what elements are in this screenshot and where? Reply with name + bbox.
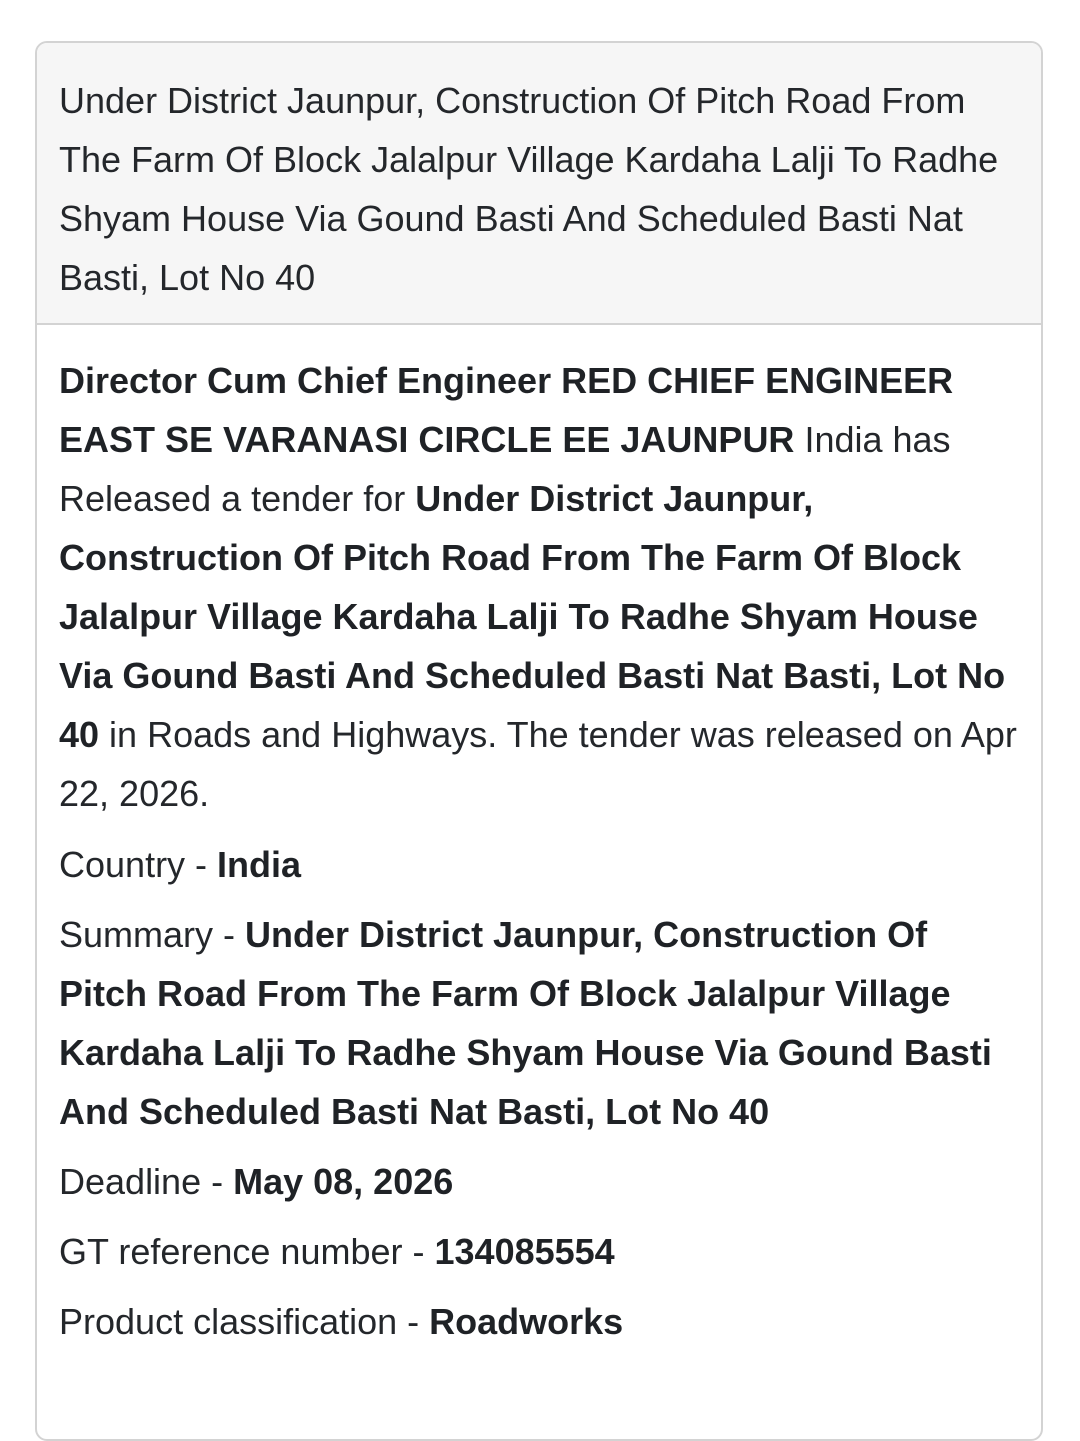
field-label: Deadline - bbox=[59, 1161, 234, 1202]
field-deadline bbox=[59, 1152, 1017, 1211]
field-value: Under District Jaunpur, Construction Of Pitch Road From The Farm Of Block Jalalpur Village Kardaha Lalji To Radhe Shyam House Via Gound Basti And Scheduled Basti Nat Basti, Lot No 40 bbox=[59, 914, 992, 1132]
field-country bbox=[59, 835, 1017, 894]
tender-card bbox=[35, 41, 1043, 1441]
tender-card-header bbox=[37, 43, 1041, 325]
field-label: Summary - bbox=[59, 914, 246, 955]
field-value: 134085554 bbox=[434, 1231, 615, 1272]
description-text-1: India has Released a tender for bbox=[59, 419, 951, 519]
description-text-2: in Roads and Highways. The tender was released on Apr 22, 2026. bbox=[59, 714, 1017, 814]
tender-title: Under District Jaunpur, Construction Of Pitch Road From The Farm Of Block Jalalpur Village Kardaha Lalji To Radhe Shyam House Via Gound Basti And Scheduled Basti Nat Basti, Lot No 40 bbox=[59, 80, 999, 298]
field-gt-reference bbox=[59, 1222, 1017, 1281]
field-value: Roadworks bbox=[429, 1301, 624, 1342]
field-value: May 08, 2026 bbox=[233, 1161, 454, 1202]
description-tender-title: Under District Jaunpur, Construction Of Pitch Road From The Farm Of Block Jalalpur Village Kardaha Lalji To Radhe Shyam House Via Gound Basti And Scheduled Basti Nat Basti, Lot No 40 bbox=[59, 478, 1006, 755]
field-product-classification bbox=[59, 1292, 1017, 1351]
field-label: Country - bbox=[59, 844, 218, 885]
issuing-authority: Director Cum Chief Engineer RED CHIEF ENGINEER EAST SE VARANASI CIRCLE EE JAUNPUR bbox=[59, 360, 954, 460]
field-summary bbox=[59, 905, 1017, 1141]
field-value: India bbox=[217, 844, 302, 885]
tender-card-body bbox=[37, 325, 1041, 1351]
field-label: GT reference number - bbox=[59, 1231, 435, 1272]
tender-description bbox=[59, 351, 1017, 823]
field-label: Product classification - bbox=[59, 1301, 430, 1342]
